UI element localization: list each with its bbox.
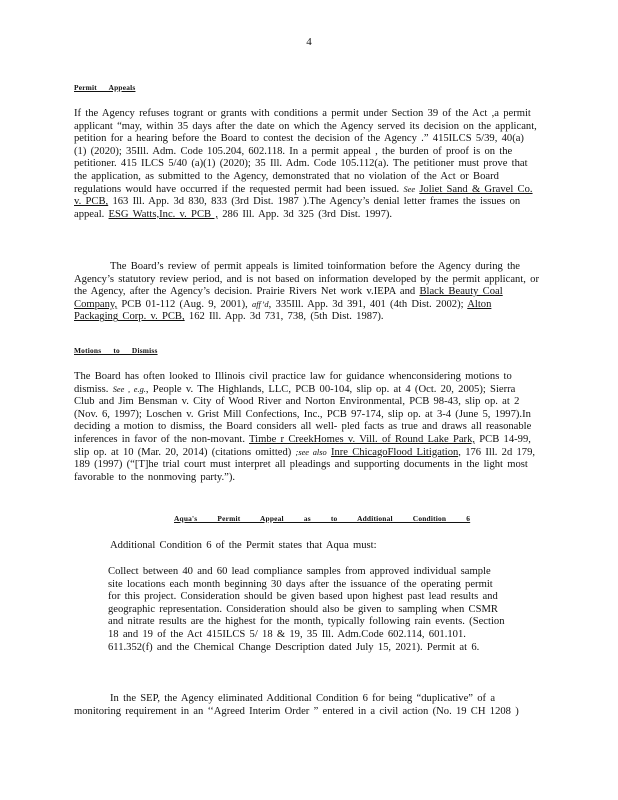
text: PCB 14-99, slip op. at 10 (Mar. 20, 2014) (citations omitted) (74, 433, 531, 458)
paragraph-motions-to-dismiss (74, 371, 539, 484)
citation-alton: Alton Packaging Corp. v. PCB, (74, 298, 492, 323)
paragraph-permit-appeals (74, 108, 539, 221)
citation-joliet: Joliet Sand & Gravel Co. v. PCB, (74, 183, 533, 208)
text: 162 Ill. App. 3d 731, 738, (5th Dist. 1987). (188, 311, 384, 323)
section-heading-motions: Motions to Dismiss (74, 346, 158, 355)
text: If the Agency refuses togrant or grants with conditions a permit under Section 39 of the Act ,a permit applicant “may, within 35 days after the date on which the Agency served its decision on the applicant, petition for a hearing before the Board to contest the decision of the Agency .” 415ILCS 5/39, 40(a) (1) (2020); 35Ill. Adm. Code 105.204, 602.118. In a permit appeal , the burden of proof is on the petitioner. 415 ILCS 5/40 (a)(1) (2020); 35 Ill. Adm. Code 105.112(a). The petitioner must prove that the application, as submitted to the Agency, demonstrated that no violation of the Act or Board regulations would have occurred if the requested permit had been issued. (74, 108, 537, 195)
citation-timber-creek: Timbe r CreekHomes v. Vill. of Round Lake Park, (249, 433, 476, 445)
signal-see-also: ;see also (295, 447, 327, 457)
citation-esg-watts: ESG Watts,Inc. v. PCB , (108, 208, 218, 220)
paragraph-board-review (74, 261, 539, 324)
paragraph-condition-intro: Additional Condition 6 of the Permit states that Aqua must: (110, 540, 377, 551)
text: , People v. The Highlands, LLC, PCB 00-104, slip op. at 4 (Oct. 20, 2005); Sierra Club and Jim Bensman v. City of Wood River and Norton Environmental, PCB 98-43, slip op. at 2 (Nov. 6, 1997); Loschen v. Grist Mill Confections, Inc., PCB 97-174, slip op. at 3-4 (June 5, 1997).In deciding a motion to dismiss, the Board considers all well- pled facts as true and draws all reasonable inferences in favor of the non-movant. (74, 383, 532, 445)
section-heading-condition-6: Aqua's Permit Appeal as to Additional Condition 6 (174, 514, 471, 523)
citation-black-beauty: Black Beauty Coal Company, (74, 286, 503, 310)
page-number: 4 (306, 36, 312, 48)
signal-see: See (403, 184, 416, 194)
text: The Board has often looked to Illinois civil practice law for guidance whenconsidering motions to dismiss. (74, 371, 512, 395)
text: PCB 01-112 (Aug. 9, 2001), (121, 298, 248, 310)
citation-chicago-flood: Inre ChicagoFlood Litigation, (330, 446, 461, 458)
text: 163 Ill. App. 3d 830, 833 (3rd Dist. 1987 ).The Agency’s denial letter frames the issues on appeal. (74, 196, 521, 220)
text: 176 Ill. 2d 179, 189 (1997) (“[T]he trial court must interpret all pleadings and supporting documents in the light most favorable to the nonmoving party.”). (74, 446, 536, 483)
section-heading-permit-appeals: Permit Appeals (74, 83, 136, 92)
block-quote-condition-6: Collect between 40 and 60 lead compliance samples from approved individual sample site locations each month beginning 30 days after the issuance of the operating permit for this project. Consideration should be given based upon highest past lead results and geographic representation. Consideration should also be given to sampling when CSMR and nitrate results are the highest for the month, typically following rain events. (Section 18 and 19 of the Act 415ILCS 5/ 18 & 19, 35 Ill. Adm.Code 602.114, 601.101. 611.352(f) and the Chemical Change Description dated July 15, 2021). Permit at 6. (108, 566, 505, 653)
paragraph-sep: In the SEP, the Agency eliminated Additional Condition 6 for being “duplicative” of a monitoring requirement in an ‘‘Agreed Interim Order ” entered in a civil action (No. 19 CH 1208 ) (74, 693, 519, 717)
signal-see-eg: See , e.g. (112, 384, 146, 394)
signal-affd: aff’d (252, 299, 269, 309)
text: 286 Ill. App. 3d 325 (3rd Dist. 1997). (222, 208, 393, 220)
text: , 335Ill. App. 3d 391, 401 (4th Dist. 2002); (268, 298, 464, 310)
text: The Board’s review of permit appeals is limited toinformation before the Agency during the Agency’s statutory review period, and is not based on information developed by the permit applicant, or the Agency, after the Agency’s decision. Prairie Rivers Net work v.IEPA and (74, 261, 539, 298)
